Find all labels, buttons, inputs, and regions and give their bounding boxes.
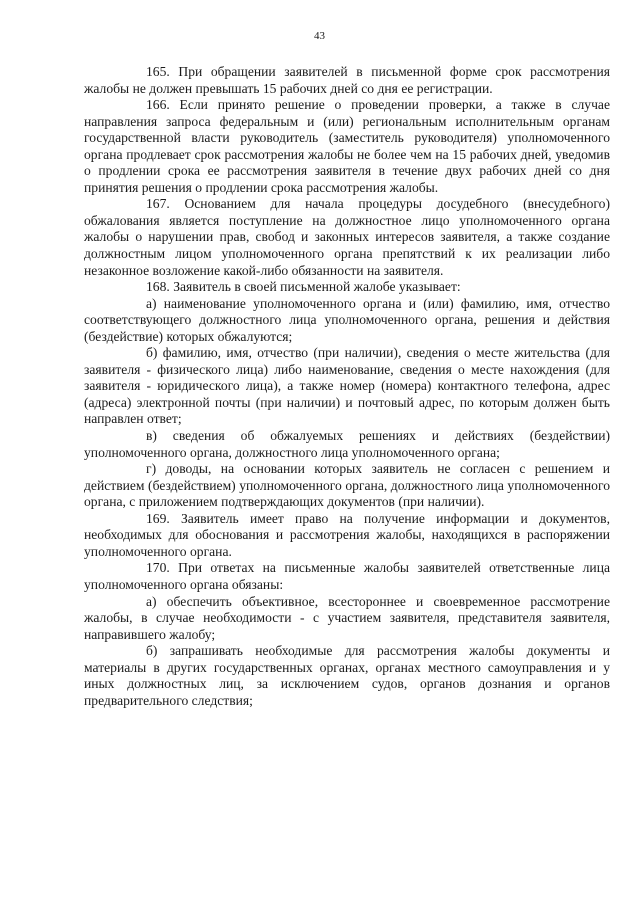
page-number: 43 xyxy=(314,30,325,42)
paragraph-168-b: б) фамилию, имя, отчество (при наличии), сведения о месте жительства (для заявителя - физического лица) либо наименование, сведения о месте нахождения (для заявителя - юридического лица), а также номер (номера) контактного телефона, адрес (адреса) электронной почты (при наличии) и почтовый адрес, по которым должен быть направлен ответ; xyxy=(84,345,610,427)
paragraph-170: 170. При ответах на письменные жалобы заявителей ответственные лица уполномоченного органа обязаны: xyxy=(84,560,610,592)
paragraph-166: 166. Если принято решение о проведении проверки, а также в случае направления запроса федеральным и (или) региональным исполнительным органам государственной власти руководитель (заместитель руководителя) уполномоченного органа продлевает срок рассмотрения жалобы не более чем на 15 рабочих дней, уведомив о продлении срока ее рассмотрения заявителя в течение двух рабочих дней со дня принятия решения о продлении срока рассмотрения жалобы. xyxy=(84,97,610,195)
paragraph-168-g: г) доводы, на основании которых заявитель не согласен с решением и действием (бездействием) уполномоченного органа, должностного лица уполномоченного органа, с приложением подтверждающих документов (при наличии). xyxy=(84,461,610,510)
paragraph-170-a: а) обеспечить объективное, всестороннее и своевременное рассмотрение жалобы, в случае необходимости - с участием заявителя, представителя заявителя, направившего жалобу; xyxy=(84,593,610,642)
paragraph-168-a: а) наименование уполномоченного органа и (или) фамилию, имя, отчество соответствующего должностного лица уполномоченного органа, решения и действия (бездействие) которых обжалуются; xyxy=(84,295,610,344)
paragraph-170-b: б) запрашивать необходимые для рассмотрения жалобы документы и материалы в других государственных органах, органах местного самоуправления и у иных должностных лиц, за исключением судов, органов дознания и органов предварительного следствия; xyxy=(84,643,610,708)
paragraph-167: 167. Основанием для начала процедуры досудебного (внесудебного) обжалования является поступление на должностное лицо уполномоченного органа жалобы о нарушении прав, свобод и законных интересов заявителя, а также создание должностным лицом уполномоченного органа препятствий к их реализации либо незаконное возложение какой-либо обязанности на заявителя. xyxy=(84,196,610,278)
paragraph-168: 168. Заявитель в своей письменной жалобе указывает: xyxy=(146,279,461,295)
document-body xyxy=(84,64,610,709)
paragraph-169: 169. Заявитель имеет право на получение информации и документов, необходимых для обоснования и рассмотрения жалобы, находящихся в распоряжении уполномоченного органа. xyxy=(84,510,610,559)
paragraph-168-v: в) сведения об обжалуемых решениях и действиях (бездействии) уполномоченного органа, должностного лица уполномоченного органа; xyxy=(84,428,610,460)
paragraph-165: 165. При обращении заявителей в письменной форме срок рассмотрения жалобы не должен превышать 15 рабочих дней со дня ее регистрации. xyxy=(84,64,610,96)
